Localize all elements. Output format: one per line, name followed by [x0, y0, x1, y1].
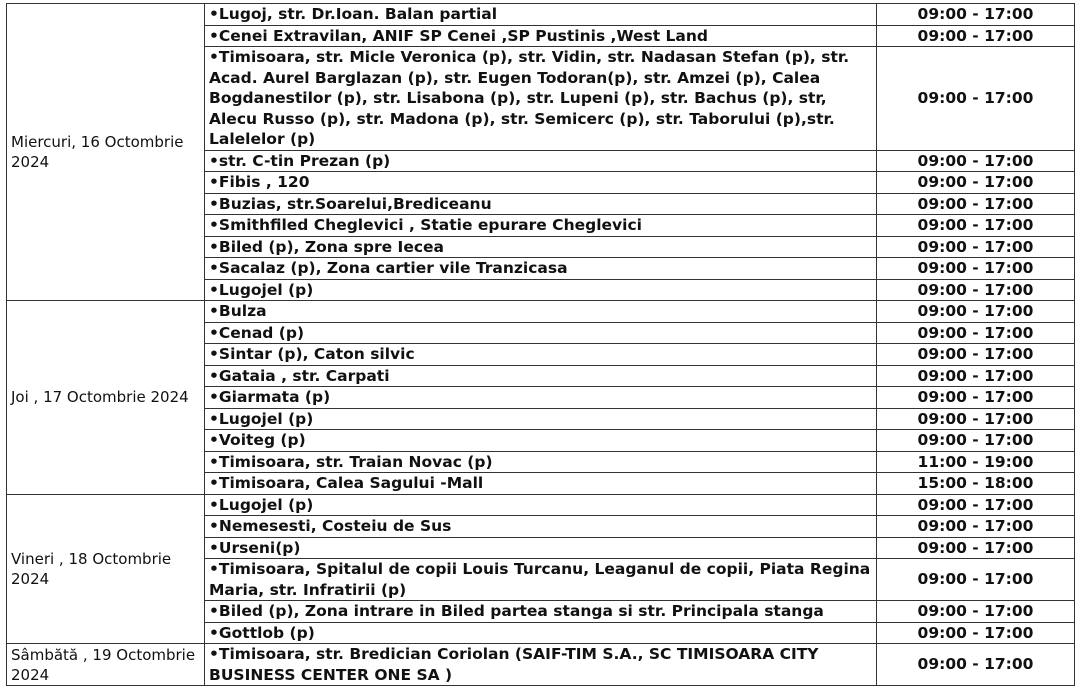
time-cell: 15:00 - 18:00	[877, 473, 1075, 495]
location-cell: •Timisoara, Calea Sagului -Mall	[205, 473, 877, 495]
time-cell: 09:00 - 17:00	[877, 516, 1075, 538]
location-cell: •Biled (p), Zona intrare in Biled partea stanga si str. Principala stanga	[205, 601, 877, 623]
location-cell: •Lugojel (p)	[205, 408, 877, 430]
time-cell: 09:00 - 17:00	[877, 622, 1075, 644]
time-cell: 09:00 - 17:00	[877, 387, 1075, 409]
location-cell: •Timisoara, str. Traian Novac (p)	[205, 451, 877, 473]
location-cell: •Lugojel (p)	[205, 279, 877, 301]
location-cell: •Nemesesti, Costeiu de Sus	[205, 516, 877, 538]
location-cell: •Urseni(p)	[205, 537, 877, 559]
day-cell: Sâmbătă , 19 Octombrie 2024	[7, 644, 205, 686]
time-cell: 09:00 - 17:00	[877, 4, 1075, 26]
schedule-row	[7, 301, 1075, 323]
outage-schedule-table	[6, 3, 1075, 686]
location-cell: •Gottlob (p)	[205, 622, 877, 644]
location-cell: •str. C-tin Prezan (p)	[205, 150, 877, 172]
location-cell: •Timisoara, str. Bredician Coriolan (SAIF-TIM S.A., SC TIMISOARA CITY BUSINESS CENTER ONE SA )	[205, 644, 877, 686]
time-cell: 09:00 - 17:00	[877, 150, 1075, 172]
time-cell: 09:00 - 17:00	[877, 430, 1075, 452]
schedule-row	[7, 4, 1075, 26]
location-cell: •Sintar (p), Caton silvic	[205, 344, 877, 366]
time-cell: 09:00 - 17:00	[877, 365, 1075, 387]
time-cell: 09:00 - 17:00	[877, 559, 1075, 601]
schedule-body	[7, 4, 1075, 686]
location-cell: •Gataia , str. Carpati	[205, 365, 877, 387]
time-cell: 09:00 - 17:00	[877, 193, 1075, 215]
location-cell: •Smithfiled Cheglevici , Statie epurare Cheglevici	[205, 215, 877, 237]
location-cell: •Voiteg (p)	[205, 430, 877, 452]
day-cell: Miercuri, 16 Octombrie 2024	[7, 4, 205, 301]
time-cell: 09:00 - 17:00	[877, 494, 1075, 516]
day-cell: Joi , 17 Octombrie 2024	[7, 301, 205, 495]
time-cell: 09:00 - 17:00	[877, 301, 1075, 323]
time-cell: 09:00 - 17:00	[877, 601, 1075, 623]
time-cell: 09:00 - 17:00	[877, 322, 1075, 344]
time-cell: 09:00 - 17:00	[877, 258, 1075, 280]
time-cell: 09:00 - 17:00	[877, 344, 1075, 366]
location-cell: •Cenei Extravilan, ANIF SP Cenei ,SP Pustinis ,West Land	[205, 25, 877, 47]
location-cell: •Bulza	[205, 301, 877, 323]
time-cell: 09:00 - 17:00	[877, 408, 1075, 430]
time-cell: 09:00 - 17:00	[877, 279, 1075, 301]
time-cell: 09:00 - 17:00	[877, 236, 1075, 258]
location-cell: •Sacalaz (p), Zona cartier vile Tranzicasa	[205, 258, 877, 280]
schedule-row	[7, 644, 1075, 686]
time-cell: 11:00 - 19:00	[877, 451, 1075, 473]
time-cell: 09:00 - 17:00	[877, 644, 1075, 686]
schedule-row	[7, 494, 1075, 516]
location-cell: •Lugoj, str. Dr.Ioan. Balan partial	[205, 4, 877, 26]
location-cell: •Timisoara, Spitalul de copii Louis Turcanu, Leaganul de copii, Piata Regina Maria, str. Infratirii (p)	[205, 559, 877, 601]
time-cell: 09:00 - 17:00	[877, 25, 1075, 47]
location-cell: •Giarmata (p)	[205, 387, 877, 409]
location-cell: •Lugojel (p)	[205, 494, 877, 516]
time-cell: 09:00 - 17:00	[877, 172, 1075, 194]
location-cell: •Buzias, str.Soarelui,Brediceanu	[205, 193, 877, 215]
day-cell: Vineri , 18 Octombrie 2024	[7, 494, 205, 644]
time-cell: 09:00 - 17:00	[877, 215, 1075, 237]
time-cell: 09:00 - 17:00	[877, 537, 1075, 559]
location-cell: •Cenad (p)	[205, 322, 877, 344]
location-cell: •Timisoara, str. Micle Veronica (p), str. Vidin, str. Nadasan Stefan (p), str. Acad. Aurel Barglazan (p), str. Eugen Todoran(p), str. Amzei (p), Calea Bogdanestilor (p), str. Lisabona (p), str. Lupeni (p), str. Bachus (p), str, Alecu Russo (p), str. Madona (p), str. Semicerc (p), str. Taborului (p),str. Lalelelor (p)	[205, 47, 877, 151]
location-cell: •Fibis , 120	[205, 172, 877, 194]
location-cell: •Biled (p), Zona spre Iecea	[205, 236, 877, 258]
time-cell: 09:00 - 17:00	[877, 47, 1075, 151]
